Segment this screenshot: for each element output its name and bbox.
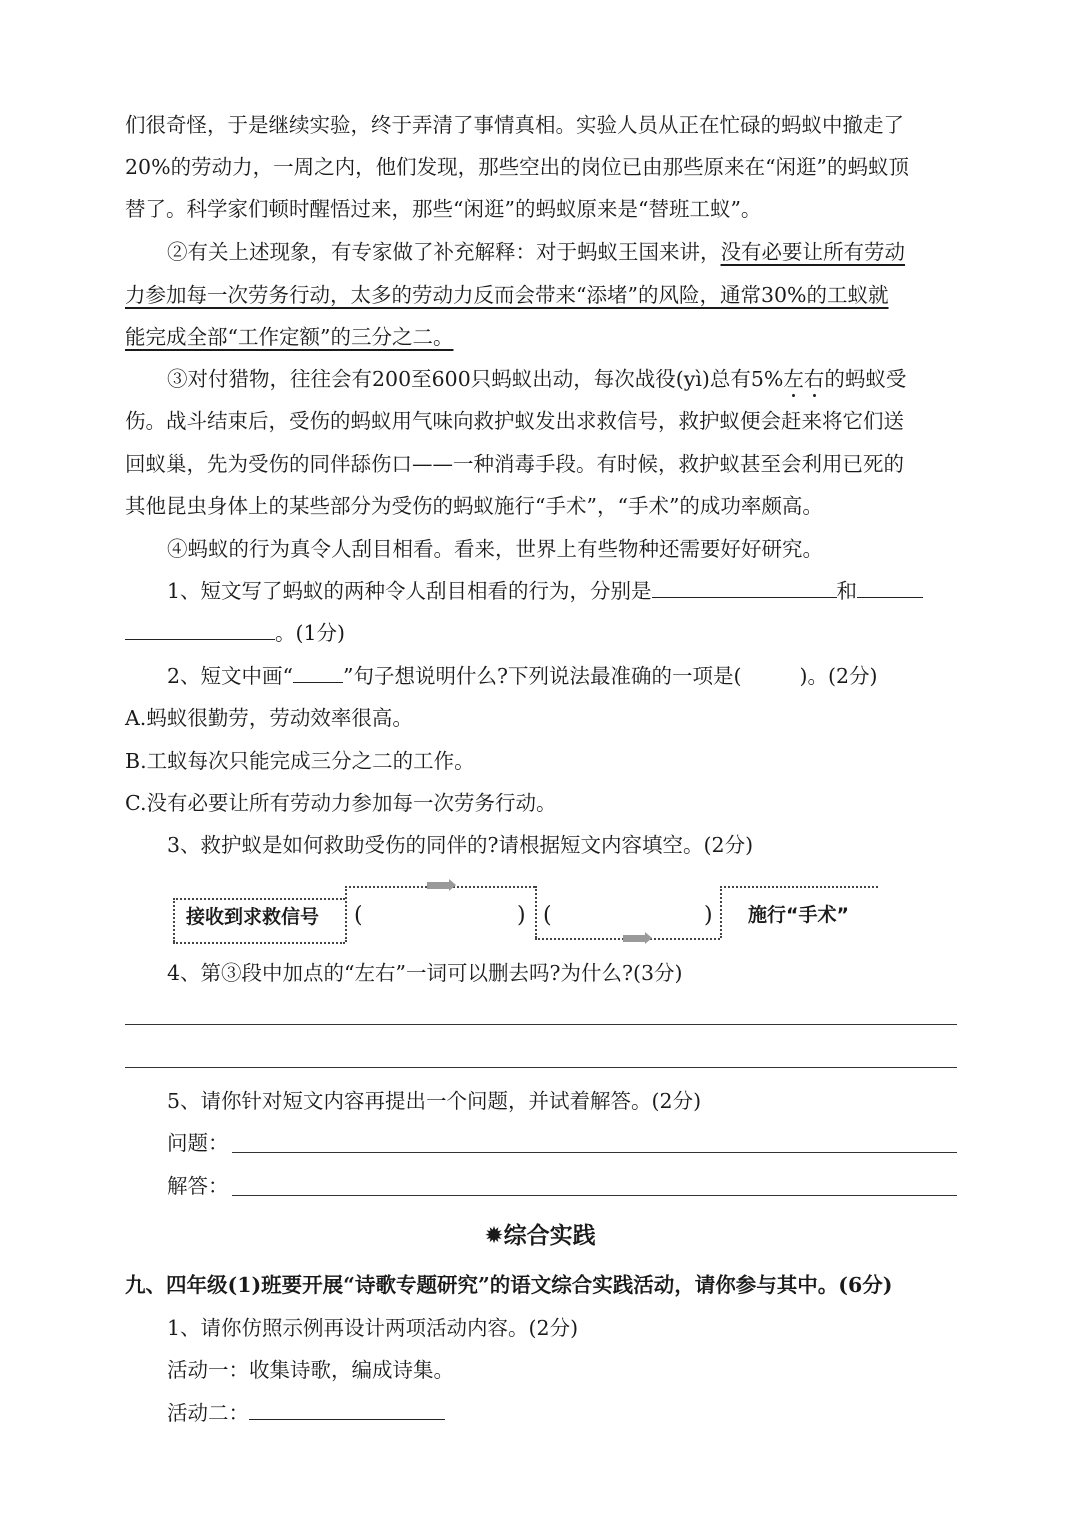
flow-answer-blank-2[interactable] — [562, 902, 700, 930]
flow-step-surgery: 施行“手术” — [748, 904, 849, 926]
q5-question-line[interactable] — [232, 1152, 957, 1153]
question-2 — [167, 661, 957, 691]
flow-border — [173, 898, 345, 900]
section-heading: ✹综合实践 — [484, 1223, 596, 1249]
flow-border — [173, 898, 175, 942]
dotted-char: 右 — [803, 367, 825, 391]
passage-line: ④蚂蚁的行为真令人刮目相看。看来，世界上有些物种还需要好好研究。 — [167, 537, 823, 561]
arrow-right-icon — [427, 882, 449, 889]
question-text: )。(2分) — [799, 664, 878, 688]
passage-line: 其他昆虫身体上的某些部分为受伤的蚂蚁施行“手术”，“手术”的成功率颇高。 — [125, 494, 823, 518]
passage-line — [167, 364, 957, 394]
flow-answer-blank-1[interactable] — [372, 902, 512, 930]
question-text: 1、短文写了蚂蚁的两种令人刮目相看的行为，分别是 — [167, 579, 652, 603]
question-3: 3、救护蚁是如何救助受伤的同伴的?请根据短文内容填空。(2分) — [167, 833, 754, 857]
activity-two — [167, 1398, 957, 1428]
activity-one: 活动一：收集诗歌，编成诗集。 — [167, 1358, 454, 1382]
dotted-char: 左 — [783, 367, 804, 391]
passage-text: ③对付猎物，往往会有200至600只蚂蚁出动，每次战役(yì)总有5% — [167, 367, 784, 391]
underlined-sentence: 力参加每一次劳务行动，太多的劳动力反而会带来“添堵”的风险，通常30%的工蚁就 — [125, 283, 889, 307]
question-9-1: 1、请你仿照示例再设计两项活动内容。(2分) — [167, 1316, 579, 1340]
passage-line: 20%的劳动力，一周之内，他们发现，那些空出的岗位已由那些原来在“闲逛”的蚂蚁顶 — [125, 155, 910, 179]
flow-paren-open: ( — [354, 903, 363, 928]
question-text: 和 — [836, 579, 858, 603]
underlined-sentence: 能完成全部“工作定额”的三分之二。 — [125, 325, 454, 349]
question-9: 九、四年级(1)班要开展“诗歌专题研究”的语文综合实践活动，请你参与其中。(6分) — [125, 1273, 893, 1297]
answer-blank[interactable] — [857, 577, 923, 598]
passage-text: 的蚂蚁受 — [824, 367, 907, 391]
activity-two-label: 活动二： — [167, 1401, 249, 1425]
option-b: B.工蚁每次只能完成三分之二的工作。 — [125, 749, 475, 773]
underlined-sentence: 没有必要让所有劳动 — [720, 240, 905, 264]
answer-line[interactable] — [125, 1024, 957, 1025]
answer-line[interactable] — [125, 1067, 957, 1068]
question-1 — [167, 576, 957, 606]
flow-border — [173, 942, 345, 944]
passage-line: 替了。科学家们顿时醒悟过来，那些“闲逛”的蚂蚁原来是“替班工蚁”。 — [125, 197, 762, 221]
activity-two-blank[interactable] — [249, 1399, 445, 1420]
passage-line: 回蚁巢，先为受伤的同伴舔伤口——一种消毒手段。有时候，救护蚁甚至会利用已死的 — [125, 452, 904, 476]
q5-question-label: 问题： — [167, 1131, 229, 1155]
answer-blank[interactable] — [125, 619, 275, 640]
flow-paren-close: ) — [517, 903, 526, 928]
flow-paren-open: ( — [543, 903, 552, 928]
q5-answer-label: 解答： — [167, 1174, 229, 1198]
arrow-right-icon — [623, 935, 645, 942]
flow-paren-close: ) — [704, 903, 713, 928]
question-text: 2、短文中画“ — [167, 664, 294, 688]
question-4: 4、第③段中加点的“左右”一词可以删去吗?为什么?(3分) — [167, 961, 683, 985]
passage-line — [167, 237, 957, 267]
question-1-cont — [125, 618, 957, 648]
passage-line — [125, 280, 957, 310]
flow-border — [720, 886, 878, 888]
passage-text: ②有关上述现象，有专家做了补充解释：对于蚂蚁王国来讲， — [167, 240, 721, 264]
passage-line — [125, 322, 957, 352]
option-a: A.蚂蚁很勤劳，劳动效率很高。 — [125, 706, 413, 730]
underline-sample — [293, 662, 343, 683]
answer-blank[interactable] — [652, 577, 837, 598]
question-text: ”句子想说明什么?下列说法最准确的一项是( — [343, 664, 742, 688]
option-c: C.没有必要让所有劳动力参加每一次劳务行动。 — [125, 791, 557, 815]
flow-border — [535, 886, 537, 938]
passage-line: 们很奇怪，于是继续实验，终于弄清了事情真相。实验人员从正在忙碌的蚂蚁中撤走了 — [125, 113, 904, 137]
q5-answer-line[interactable] — [232, 1195, 957, 1196]
question-text: 。(1分) — [275, 621, 346, 645]
flow-border — [720, 886, 722, 938]
flow-step-receive-signal: 接收到求救信号 — [186, 906, 320, 928]
question-5: 5、请你针对短文内容再提出一个问题，并试着解答。(2分) — [167, 1089, 702, 1113]
flow-border — [345, 886, 347, 942]
passage-line: 伤。战斗结束后，受伤的蚂蚁用气味向救护蚁发出求救信号，救护蚁便会赶来将它们送 — [125, 409, 904, 433]
